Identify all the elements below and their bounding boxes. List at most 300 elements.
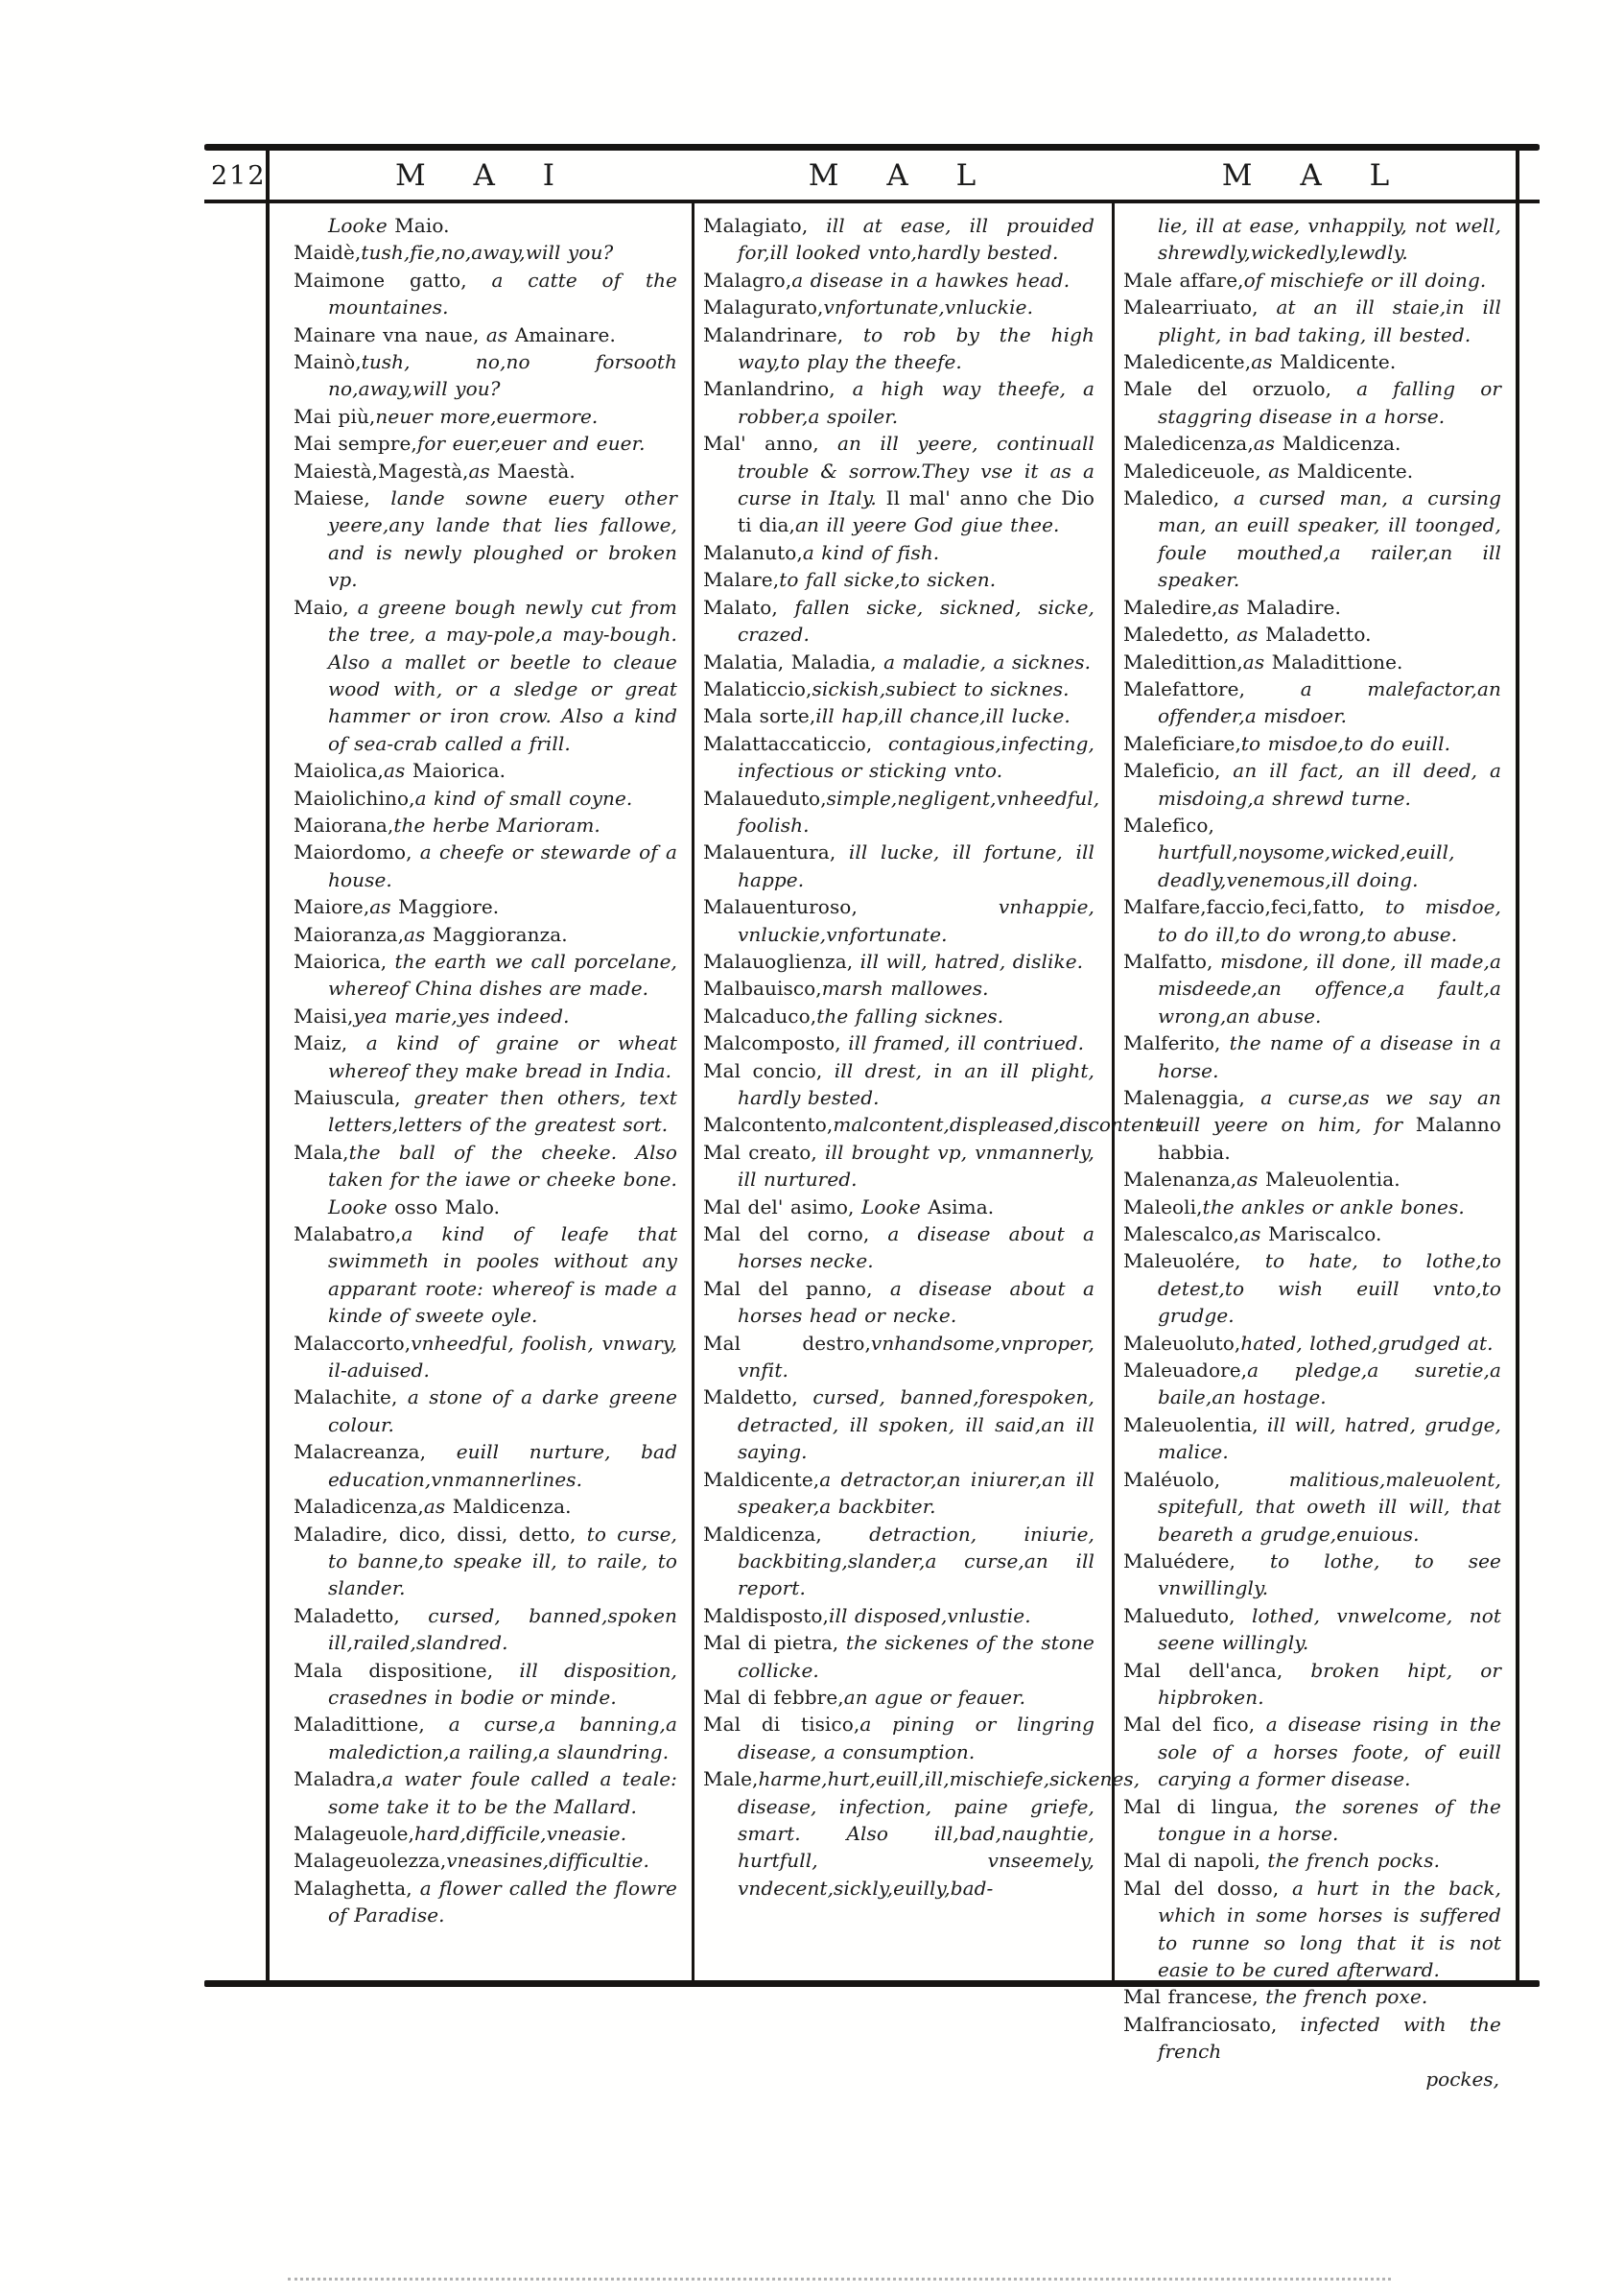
- definition-text: tush,fie,no,away,will you?: [361, 241, 614, 265]
- headword-text: Malearriuato,: [1123, 295, 1277, 319]
- headword-text: Malagro,: [703, 268, 792, 292]
- dictionary-entry: [1123, 1220, 1501, 1247]
- headword-text: Maiolica,: [294, 759, 385, 783]
- dictionary-entry: [703, 975, 1094, 1002]
- definition-text: a cheefe or stewarde of a house.: [328, 840, 677, 891]
- definition-text: the sickenes of the stone collicke.: [738, 1631, 1094, 1682]
- headword-text: Mal' anno,: [703, 432, 838, 456]
- definition-text: as: [423, 1495, 453, 1519]
- definition-text: a kind of leafe that swimmeth in pooles without any apparant roote: whereof is made a kinde of sweete oyle.: [328, 1222, 677, 1328]
- dictionary-entry: [703, 948, 1094, 975]
- dictionary-entry: [294, 1029, 677, 1084]
- definition-text: a disease about a horses head or necke.: [738, 1276, 1094, 1328]
- definition-text: vneasines,difficultie.: [446, 1849, 649, 1873]
- headword-text: Maisi,: [294, 1004, 354, 1028]
- definition-text: hard,difficile,vneasie.: [413, 1821, 627, 1845]
- dictionary-entry: [1123, 1084, 1501, 1166]
- dictionary-entry: [703, 1521, 1094, 1602]
- definition-text: to lothe, to see vnwillingly.: [1158, 1548, 1501, 1600]
- definition-text: an ague or feauer.: [843, 1685, 1026, 1709]
- definition-text: simple,negligent,vnheedful, foolish.: [738, 786, 1100, 837]
- definition-text: harme,hurt,euill,ill,mischiefe,sickenes, disease, infection, paine griefe, smart. Also ill,bad,naughtie, hurtfull, vnseemely, vndecent,sickly,euilly,bad-: [738, 1767, 1141, 1900]
- definition-text: a curse,a banning,a malediction,a railing,a slaundring.: [328, 1713, 677, 1763]
- dictionary-entry: [294, 1330, 677, 1384]
- headword-text: Malare,: [703, 568, 780, 592]
- dictionary-entry: [1123, 893, 1501, 948]
- dictionary-entry: [1123, 2011, 1501, 2066]
- headword-text: Malauentura,: [703, 840, 849, 864]
- definition-text: the french pocks.: [1267, 1849, 1441, 1873]
- definition-text: malitious,maleuolent, spitefull, that oweth ill will, that beareth a grudge,enuious.: [1158, 1467, 1501, 1546]
- dictionary-entry: [1123, 267, 1501, 294]
- headword-text: Mai sempre,: [294, 432, 417, 456]
- definition-text: to misdoe, to do ill,to do wrong,to abuse.: [1158, 895, 1501, 946]
- dictionary-entry: [1123, 1602, 1501, 1657]
- headword-text: Malediceuole,: [1123, 459, 1269, 483]
- headword-text: Malbauisco,: [703, 977, 822, 1001]
- definition-text: greater then others, text letters,letters of the greatest sort.: [328, 1086, 677, 1137]
- dictionary-entry: [703, 375, 1094, 430]
- definition-text: a hurt in the back, which in some horses is suffered to runne so long that it is not easie to be cured afterward.: [1158, 1876, 1501, 1981]
- headword-text: Maleuolentia,: [1123, 1412, 1267, 1436]
- headword-text: Maladire.: [1246, 595, 1341, 619]
- dictionary-entry: [294, 893, 677, 920]
- dictionary-entry: [1123, 1711, 1501, 1792]
- definition-text: the earth we call porcelane, whereof China dishes are made.: [328, 949, 677, 1001]
- dictionary-entry: [1123, 948, 1501, 1029]
- dictionary-entry: [294, 1657, 677, 1712]
- definition-text: broken hipt, or hipbroken.: [1158, 1658, 1502, 1709]
- headword-text: Asima.: [928, 1194, 995, 1218]
- dictionary-entry: [294, 1139, 677, 1220]
- headword-text: Malenanza,: [1123, 1168, 1237, 1192]
- dictionary-entry: [1123, 621, 1501, 648]
- headword-text: Mal del corno,: [703, 1222, 888, 1246]
- headword-text: Maladittione.: [1271, 650, 1403, 674]
- headword-text: Malcontento,: [703, 1113, 834, 1137]
- dictionary-entry: [1123, 1330, 1501, 1357]
- dictionary-entry: [703, 1220, 1094, 1275]
- dictionary-entry: [294, 348, 677, 403]
- definition-text: to misdoe,to do euill.: [1240, 731, 1451, 755]
- column-divider-1: [692, 200, 694, 1987]
- definition-text: as: [1239, 1222, 1268, 1246]
- headword-text: Manlandrino,: [703, 377, 853, 401]
- headword-text: Mal dell'anca,: [1123, 1658, 1311, 1682]
- left-border-rule: [266, 144, 270, 1987]
- headword-text: Maidè,: [294, 241, 362, 265]
- dictionary-entry: [703, 893, 1094, 948]
- dictionary-entry: [703, 267, 1094, 294]
- dictionary-entry: [703, 1057, 1094, 1112]
- dictionary-entry: [703, 539, 1094, 566]
- definition-text: the sorenes of the tongue in a horse.: [1158, 1794, 1501, 1845]
- definition-text: to fall sicke,to sicken.: [779, 568, 997, 592]
- dictionary-entry: [1123, 485, 1501, 594]
- headword-text: Mainò,: [294, 350, 362, 374]
- header-separator-rule: [204, 200, 1540, 203]
- dictionary-entry: [703, 839, 1094, 893]
- headword-text: Malandrinare,: [703, 322, 864, 346]
- definition-text: to rob by the high way,to play the theefe.: [738, 322, 1095, 374]
- headword-text: Mala dispositione,: [294, 1658, 520, 1682]
- catchword: pockes,: [1425, 2067, 1499, 2091]
- headword-text: Mal del fico,: [1123, 1713, 1266, 1737]
- headword-text: Maiordomo,: [294, 840, 420, 864]
- dictionary-entry: [294, 239, 677, 266]
- definition-text: a disease in a hawkes head.: [791, 268, 1071, 292]
- definition-text: Looke: [328, 214, 395, 237]
- headword-text: Malanno habbia.: [1158, 1113, 1501, 1164]
- headword-text: Maleuolentia.: [1265, 1168, 1400, 1192]
- dictionary-entry: [294, 757, 677, 784]
- headword-text: Maleuoluto,: [1123, 1331, 1241, 1355]
- dictionary-entry: [703, 1003, 1094, 1029]
- headword-text: Maiorica.: [412, 759, 506, 783]
- definition-text: to hate, to lothe,to detest,to wish euill vnto,to grudge.: [1158, 1249, 1501, 1328]
- dictionary-entry: [294, 1820, 677, 1847]
- headword-text: Malauenturoso,: [703, 895, 999, 919]
- headword-text: Maléuolo,: [1123, 1467, 1289, 1491]
- definition-text: fallen sicke, sickned, sicke, crazed.: [738, 595, 1094, 647]
- headword-text: Maggioranza.: [432, 922, 568, 946]
- headword-text: Mainare vna naue,: [294, 322, 486, 346]
- headword-text: Maledire,: [1123, 595, 1218, 619]
- headword-text: Malatia, Maladia,: [703, 650, 884, 674]
- definition-text: sickish,subiect to sicknes.: [812, 676, 1070, 700]
- definition-text: a greene bough newly cut from the tree, a may-pole,a may-bough. Also a mallet or beetle to cleaue wood with, or a sledge or great hammer or iron crow. Also a kind of sea-crab called a frill.: [328, 595, 678, 755]
- headword-text: osso Malo.: [394, 1194, 501, 1218]
- headword-text: Maioranza,: [294, 922, 405, 946]
- dictionary-entry: [294, 1711, 677, 1765]
- running-head-mal-2: M A L: [1221, 158, 1409, 193]
- definition-text: ill framed, ill contriued.: [848, 1031, 1085, 1055]
- dictionary-entry: [703, 649, 1094, 675]
- definition-text: as: [468, 459, 498, 483]
- definition-text: euill nurture, bad education,vnmannerlines.: [328, 1440, 677, 1491]
- dictionary-entry: [294, 812, 677, 839]
- definition-text: the ball of the cheeke. Also taken for the iawe or cheeke bone. Looke: [328, 1140, 677, 1218]
- headword-text: Male,: [703, 1767, 759, 1791]
- definition-text: a kind of fish.: [802, 540, 940, 564]
- headword-text: Maldicenza.: [452, 1495, 572, 1519]
- headword-text: Malfatto,: [1123, 949, 1221, 973]
- dictionary-entry: [294, 430, 677, 457]
- dictionary-entry: [294, 785, 677, 812]
- dictionary-entry: [703, 1194, 1094, 1220]
- headword-text: Malanuto,: [703, 540, 803, 564]
- dictionary-entry: [703, 1765, 1141, 1902]
- headword-text: Maleuadore,: [1123, 1359, 1248, 1383]
- dictionary-entry: [294, 403, 677, 430]
- headword-text: Mal di pietra,: [703, 1631, 846, 1655]
- headword-text: Malauoglienza,: [703, 949, 860, 973]
- definition-text: as: [404, 922, 433, 946]
- headword-text: Malefattore,: [1123, 676, 1301, 700]
- definition-text: at an ill staie,in ill plight, in bad taking, ill bested.: [1158, 295, 1501, 346]
- definition-text: neuer more,euermore.: [375, 404, 599, 428]
- headword-text: Malescalco,: [1123, 1222, 1240, 1246]
- definition-text: of mischiefe or ill doing.: [1243, 268, 1487, 292]
- headword-text: Male del orzuolo,: [1123, 377, 1357, 401]
- definition-text: ill will, hatred, dislike.: [859, 949, 1084, 973]
- headword-text: Maldicenza,: [703, 1522, 870, 1546]
- headword-text: Maldetto,: [703, 1385, 813, 1409]
- dictionary-entry: [294, 1493, 677, 1520]
- dictionary-entry: [1123, 1466, 1501, 1548]
- definition-text: ill at ease, ill prouided for,ill looked vnto,hardly bested.: [738, 214, 1095, 265]
- definition-text: as: [1236, 623, 1266, 647]
- headword-text: Maledetto,: [1123, 623, 1237, 647]
- dictionary-entry: [294, 948, 677, 1003]
- definition-text: cursed, banned,forespoken, detracted, ill spoken, ill said,an ill saying.: [738, 1385, 1094, 1464]
- dictionary-entry: [1123, 1411, 1501, 1466]
- definition-text: a stone of a darke greene colour.: [328, 1385, 678, 1436]
- headword-text: Malcaduco,: [703, 1004, 817, 1028]
- headword-text: Mariscalco.: [1267, 1222, 1382, 1246]
- headword-text: Amainare.: [514, 322, 616, 346]
- headword-text: Mal destro,: [703, 1331, 871, 1355]
- definition-text: a water foule called a teale: some take it to be the Mallard.: [328, 1767, 677, 1818]
- headword-text: Maleficiare,: [1123, 731, 1241, 755]
- dictionary-entry: [703, 321, 1094, 376]
- headword-text: Maladicenza,: [294, 1495, 424, 1519]
- definition-text: the name of a disease in a horse.: [1158, 1031, 1501, 1082]
- dictionary-entry: [1123, 730, 1501, 757]
- dictionary-entry: [1123, 458, 1501, 485]
- definition-text: a kind of small coyne.: [414, 786, 633, 810]
- dictionary-entry: [294, 1084, 677, 1139]
- headword-text: Maladittione,: [294, 1713, 449, 1737]
- definition-text: an ill yeere God giue thee.: [794, 513, 1060, 537]
- dictionary-entry: [1123, 675, 1501, 730]
- dictionary-entry: [1123, 1657, 1501, 1712]
- headword-text: Malenaggia,: [1123, 1086, 1261, 1109]
- dictionary-entry: [703, 566, 1094, 593]
- dictionary-entry: [1123, 1166, 1501, 1193]
- headword-text: Maladetto,: [294, 1603, 429, 1627]
- dictionary-entry: [294, 1003, 677, 1029]
- dictionary-entry: [1123, 1357, 1501, 1411]
- dictionary-entry: [703, 1029, 1094, 1056]
- dictionary-entry: [703, 730, 1094, 785]
- headword-text: Mal del dosso,: [1123, 1876, 1292, 1900]
- definition-text: as: [1251, 350, 1281, 374]
- definition-text: a cursed man, a cursing man, an euill speaker, ill toonged, foule mouthed,a railer,an ill speaker.: [1158, 486, 1501, 592]
- dictionary-entry: [294, 485, 677, 594]
- dictionary-entry: [1123, 430, 1501, 457]
- column-3-entries: [1123, 212, 1501, 2066]
- headword-text: Malaticcio,: [703, 676, 812, 700]
- headword-text: Mala,: [294, 1140, 349, 1164]
- definition-text: ill disposition, crasednes in bodie or minde.: [328, 1658, 678, 1709]
- headword-text: Malagurato,: [703, 295, 824, 319]
- dictionary-entry: [703, 430, 1094, 539]
- definition-text: the ankles or ankle bones.: [1202, 1194, 1465, 1218]
- dictionary-entry: [294, 267, 677, 321]
- dictionary-entry: [1123, 649, 1501, 675]
- definition-text: an ill fact, an ill deed, a misdoing,a shrewd turne.: [1158, 759, 1501, 810]
- definition-text: as: [384, 759, 412, 783]
- dictionary-entry: [703, 675, 1094, 702]
- definition-text: a catte of the mountaines.: [328, 268, 677, 319]
- definition-text: as: [485, 322, 515, 346]
- dictionary-entry: [294, 1383, 677, 1438]
- definition-text: marsh mallowes.: [821, 977, 989, 1001]
- definition-text: a curse,as we say an euill yeere on him, for: [1158, 1086, 1501, 1137]
- headword-text: Maiese,: [294, 486, 391, 510]
- column-divider-2: [1112, 200, 1115, 1987]
- headword-text: Maledicente,: [1123, 350, 1252, 374]
- definition-text: cursed, banned,spoken ill,railed,slandred.: [328, 1603, 677, 1655]
- headword-text: Mal di lingua,: [1123, 1794, 1295, 1818]
- headword-text: Maggiore.: [398, 895, 500, 919]
- running-head-mai: M A I: [394, 158, 575, 193]
- definition-text: hurtfull,noysome,wicked,euill, deadly,venemous,ill doing.: [1158, 840, 1455, 891]
- definition-text: a disease rising in the sole of a horses foote, of euill carying a former disease.: [1158, 1713, 1501, 1791]
- headword-text: Maldicenza.: [1282, 432, 1401, 456]
- dictionary-entry: [703, 1629, 1094, 1684]
- definition-text: a pining or lingring disease, a consumption.: [738, 1713, 1095, 1763]
- headword-text: Mal francese,: [1123, 1985, 1266, 2009]
- headword-text: Malaccorto,: [294, 1331, 412, 1355]
- definition-text: as: [1268, 459, 1297, 483]
- headword-text: Maldicente.: [1297, 459, 1414, 483]
- headword-text: Maio,: [294, 595, 358, 619]
- dictionary-entry: [703, 1139, 1094, 1194]
- dictionary-entry: [294, 1875, 677, 1929]
- dictionary-entry: [703, 785, 1100, 839]
- headword-text: Mal di napoli,: [1123, 1849, 1268, 1873]
- dictionary-entry: [703, 1111, 1169, 1138]
- headword-text: Maladra,: [294, 1767, 383, 1791]
- next-page-edge-artifact: [288, 2278, 1391, 2281]
- headword-text: Maleficio,: [1123, 759, 1234, 783]
- dictionary-entry: [1123, 294, 1501, 348]
- definition-text: contagious,infecting, infectious or sticking vnto.: [738, 731, 1094, 783]
- definition-text: ill brought vp, vnmannerly, ill nurtured.: [738, 1140, 1094, 1192]
- dictionary-entry: [294, 1220, 677, 1330]
- dictionary-entry: [294, 1438, 677, 1493]
- definition-text: as: [369, 895, 399, 919]
- headword-text: Maiestà,Magestà,: [294, 459, 469, 483]
- definition-text: ill disposed,vnlustie.: [829, 1603, 1031, 1627]
- dictionary-entry: [294, 1521, 677, 1602]
- headword-text: Maladire, dico, dissi, detto,: [294, 1522, 587, 1546]
- headword-text: Maimone gatto,: [294, 268, 492, 292]
- headword-text: Maldisposto,: [703, 1603, 830, 1627]
- dictionary-entry: [1123, 812, 1501, 893]
- headword-text: Malattaccaticcio,: [703, 731, 888, 755]
- headword-text: Maledico,: [1123, 486, 1234, 510]
- definition-text: detraction, iniurie, backbiting,slander,a curse,an ill report.: [738, 1522, 1094, 1600]
- dictionary-entry: [703, 702, 1094, 729]
- definition-text: vnhappie, vnluckie,vnfortunate.: [738, 895, 1094, 946]
- headword-text: Malferito,: [1123, 1031, 1230, 1055]
- dictionary-entry: [1123, 1194, 1501, 1220]
- dictionary-entry: [294, 839, 677, 893]
- headword-text: Maiorana,: [294, 813, 394, 837]
- definition-text: as: [1242, 650, 1272, 674]
- definition-text: as: [1236, 1168, 1265, 1192]
- definition-text: lande sowne euery other yeere,any lande that lies fallowe, and is newly ploughed or broken vp.: [328, 486, 677, 592]
- headword-text: Maio.: [394, 214, 450, 237]
- definition-text: the herbe Marioram.: [393, 813, 600, 837]
- definition-text: as: [1217, 595, 1247, 619]
- definition-text: a falling or staggring disease in a horse.: [1158, 377, 1501, 428]
- dictionary-entry: [703, 1330, 1094, 1384]
- definition-text: infected with the french: [1158, 2012, 1501, 2064]
- dictionary-column-3: [1123, 212, 1501, 2092]
- headword-text: Malefico,: [1123, 813, 1214, 837]
- dictionary-entry: [703, 1275, 1094, 1330]
- definition-text: vnheedful, foolish, vnwary, il-aduised.: [328, 1331, 677, 1383]
- definition-text: a disease about a horses necke.: [738, 1222, 1094, 1273]
- definition-text: Looke: [860, 1194, 929, 1218]
- headword-text: Malcomposto,: [703, 1031, 849, 1055]
- headword-text: Malueduto,: [1123, 1603, 1253, 1627]
- definition-text: ill hap,ill chance,ill lucke.: [815, 704, 1071, 728]
- headword-text: Maladetto.: [1265, 623, 1372, 647]
- definition-text: a kind of graine or wheat whereof they make bread in India.: [328, 1031, 677, 1082]
- dictionary-entry: [294, 212, 677, 239]
- dictionary-entry: [1123, 1793, 1501, 1848]
- dictionary-entry: [294, 321, 677, 348]
- headword-text: Maiuscula,: [294, 1086, 414, 1109]
- headword-text: Maleoli,: [1123, 1194, 1203, 1218]
- page-number: 212: [211, 160, 267, 191]
- dictionary-entry: [703, 1711, 1094, 1765]
- dictionary-entry: [1123, 1847, 1501, 1874]
- headword-text: Mal di tisico,: [703, 1713, 860, 1737]
- definition-text: to curse, to banne,to speake ill, to raile, to slander.: [328, 1522, 677, 1600]
- definition-text: vnhandsome,vnproper, vnfit.: [738, 1331, 1094, 1383]
- headword-text: Malaghetta,: [294, 1876, 420, 1900]
- headword-text: Maledittion,: [1123, 650, 1243, 674]
- dictionary-entry: [1123, 1247, 1501, 1329]
- headword-text: Malabatro,: [294, 1222, 402, 1246]
- dictionary-entry: [1123, 594, 1501, 621]
- column-1-entries: [294, 212, 677, 1929]
- headword-text: Malfare,faccio,feci,fatto,: [1123, 895, 1386, 919]
- dictionary-entry: [1123, 757, 1501, 812]
- dictionary-entry: [703, 594, 1094, 649]
- dictionary-entry: [294, 458, 677, 485]
- headword-text: Maiz,: [294, 1031, 366, 1055]
- dictionary-entry: [1123, 1029, 1501, 1084]
- dictionary-entry: [294, 1847, 677, 1874]
- dictionary-column-1: [294, 212, 677, 1929]
- definition-text: a flower called the flowre of Paradise.: [328, 1876, 677, 1927]
- running-head-mal-1: M A L: [808, 158, 996, 193]
- definition-text: the falling sicknes.: [816, 1004, 1004, 1028]
- definition-text: tush, no,no forsooth no,away,will you?: [328, 350, 677, 401]
- headword-text: Mal del panno,: [703, 1276, 890, 1300]
- headword-text: Mala sorte,: [703, 704, 816, 728]
- headword-text: Malageuole,: [294, 1821, 414, 1845]
- headword-text: Mal creato,: [703, 1140, 825, 1164]
- definition-text: the french poxe.: [1265, 1985, 1428, 2009]
- headword-text: Maldicente.: [1280, 350, 1397, 374]
- definition-text: as: [1253, 432, 1283, 456]
- headword-text: Maiore,: [294, 895, 370, 919]
- dictionary-entry: [294, 1602, 677, 1657]
- headword-text: Maledicenza,: [1123, 432, 1254, 456]
- definition-text: ill drest, in an ill plight, hardly bested.: [738, 1058, 1094, 1109]
- definition-text: a malefactor,an offender,a misdoer.: [1158, 676, 1501, 728]
- headword-text: Mai più,: [294, 404, 376, 428]
- headword-text: Maldicente,: [703, 1467, 820, 1491]
